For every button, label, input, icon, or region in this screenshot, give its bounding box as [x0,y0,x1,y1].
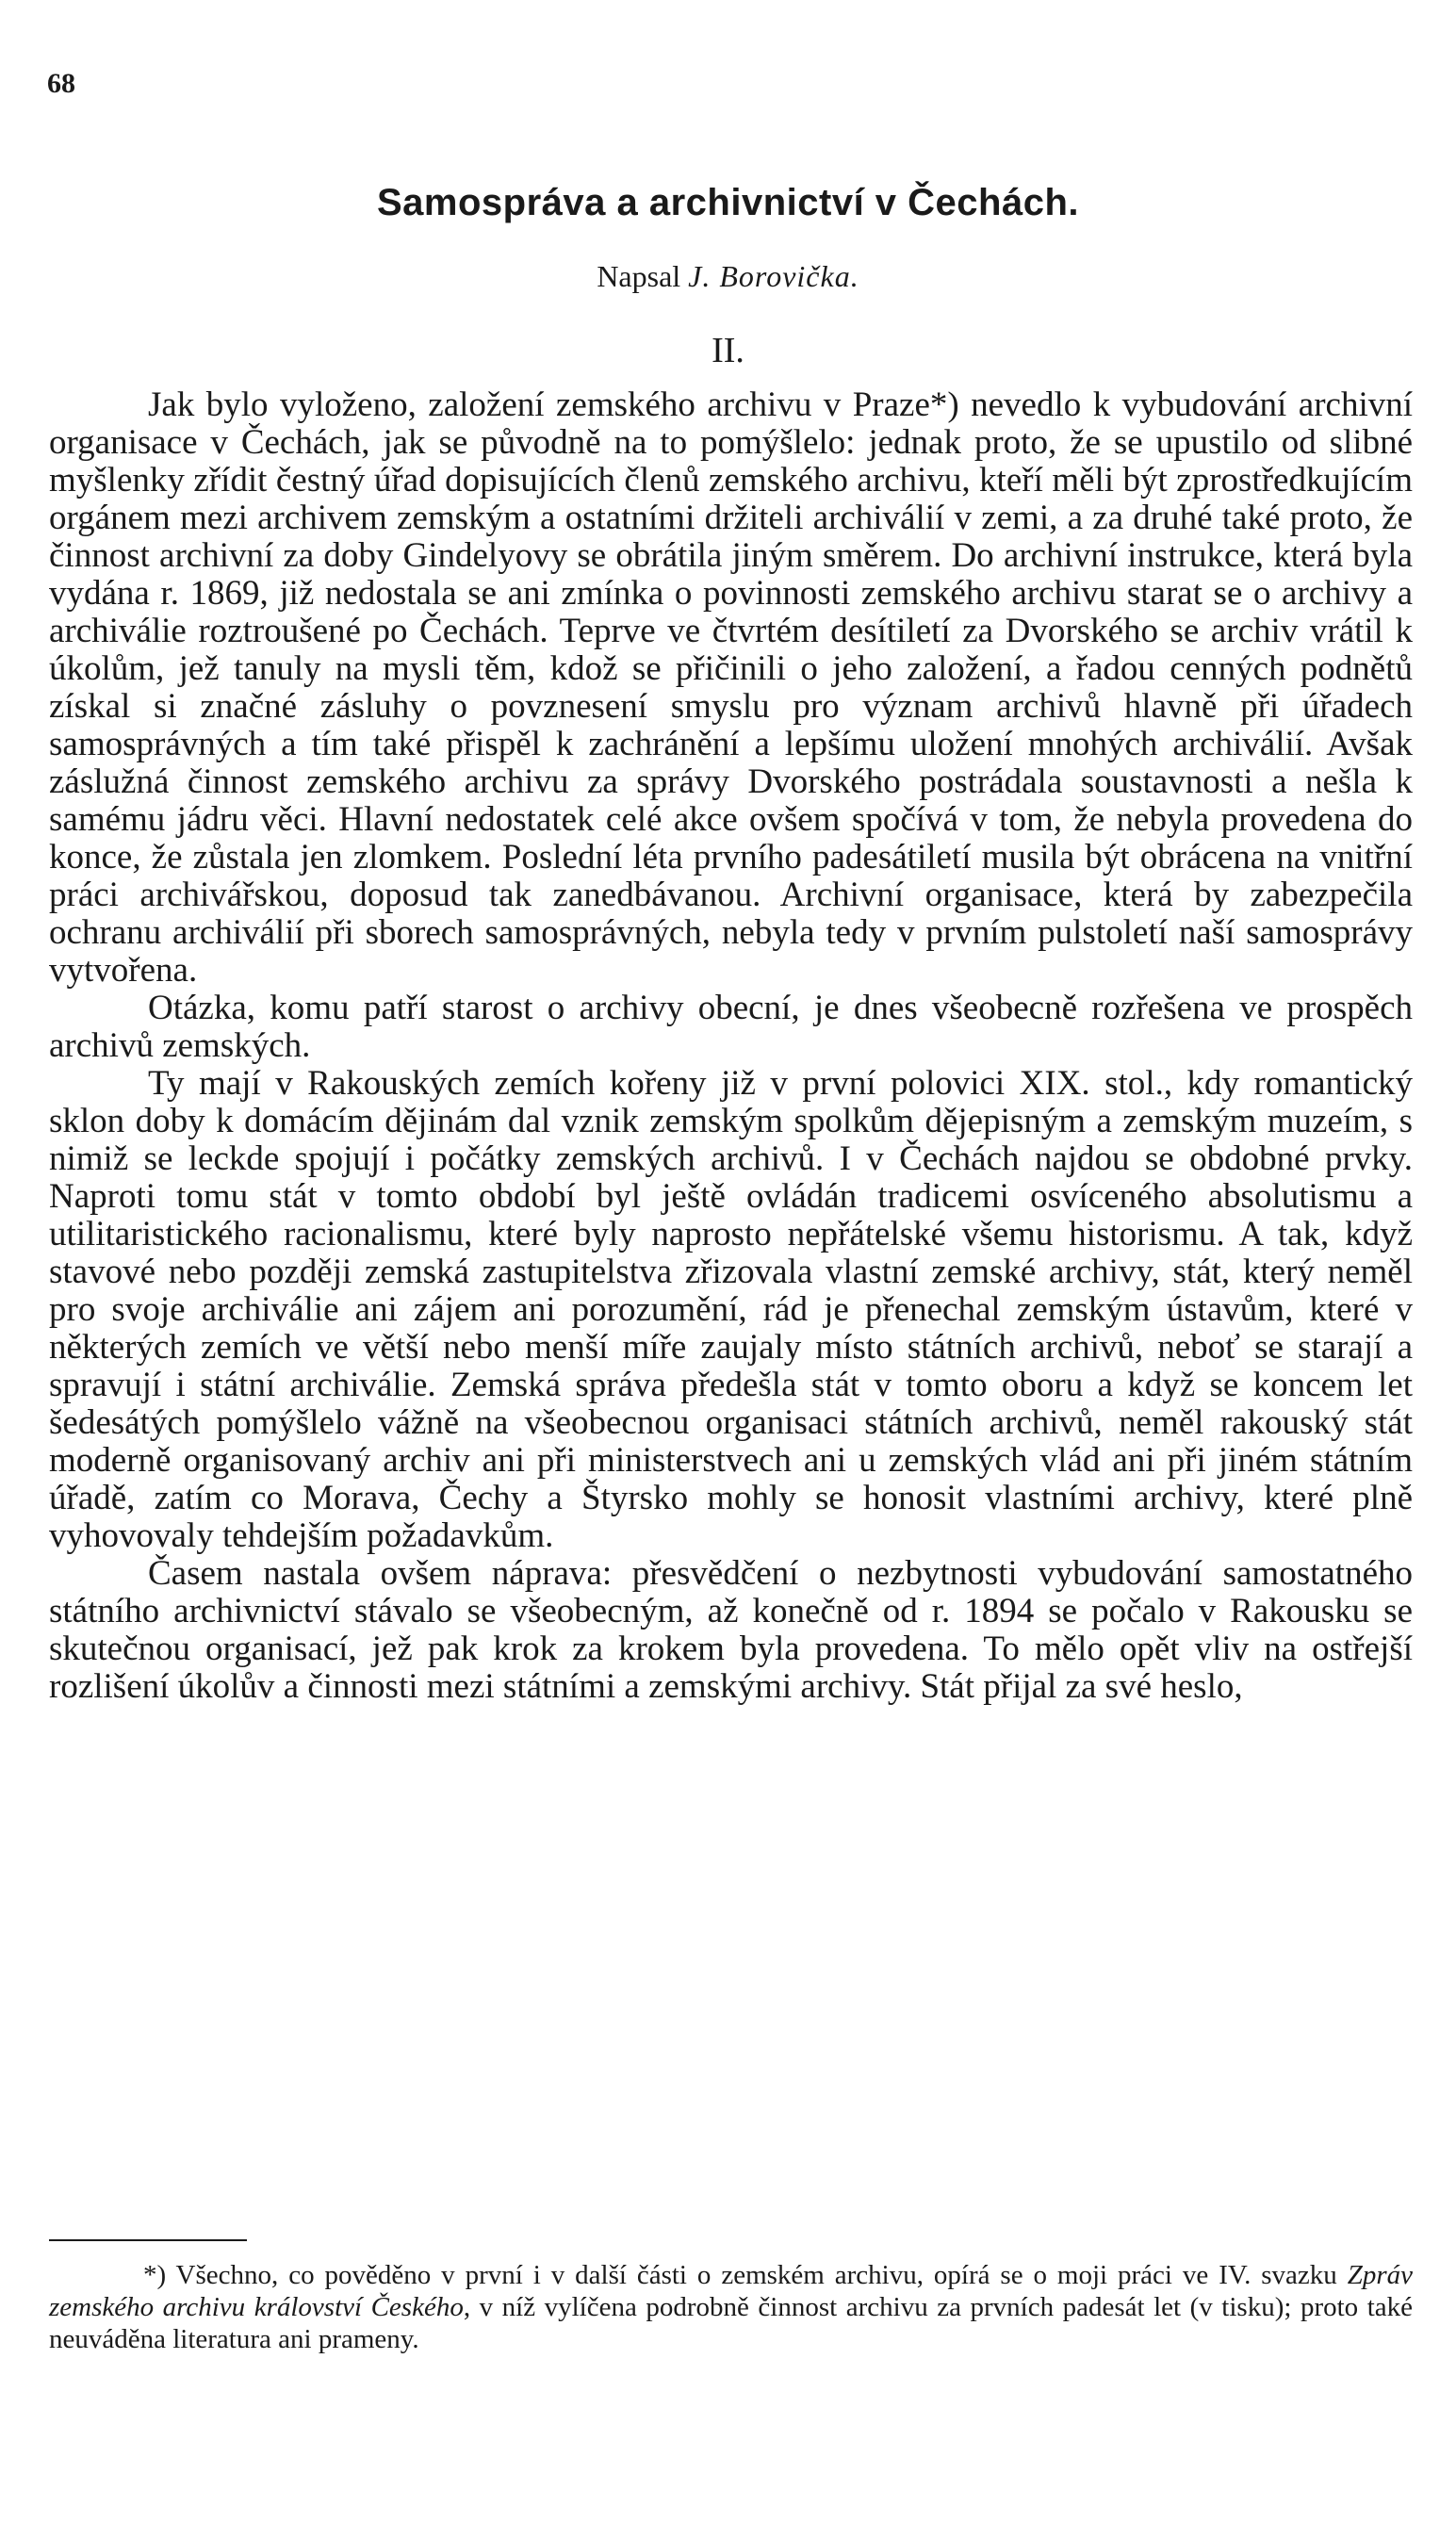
article-title: Samospráva a archivnictví v Čechách. [376,182,1080,223]
byline-prefix: Napsal [597,259,681,293]
footnote [49,2259,1413,2355]
footnote-divider [49,2239,247,2241]
byline [0,259,1456,294]
article-body [49,386,1413,1706]
page-number: 68 [47,68,75,99]
footnote-italic-title: Zpráv zemského archivu království Českého [49,2260,1414,2322]
author-name: J. Borovička. [688,259,859,293]
section-number: II. [712,331,744,370]
paragraph: Jak bylo vyloženo, založení zemského archivu v Praze*) nevedlo k vybudování archivní organisace v Čechách, jak se původně na to pomýšlelo: jednak proto, že se upustilo od slibné myšlenky zřídit čestný úřad dopisujících členů zemského archivu, kteří měli být zprostředkujícím orgánem mezi archivem zemským a ostatními držiteli archiválií v zemi, a za druhé také proto, že činnost archivní za doby Gindelyovy se obrátila jiným směrem. Do archivní instrukce, která byla vydána r. 1869, již nedostala se ani zmínka o povinnosti zemského archivu starat se o archivy a archiválie roztroušené po Čechách. Teprve ve čtvrtém desítiletí za Dvorského se archiv vrátil k úkolům, jež tanuly na mysli těm, kdož se přičinili o jeho založení, a řadou cenných podnětů získal si značné zásluhy o povznesení smyslu pro význam archivů hlavně při úřadech samosprávných a tím také přispěl k zachránění a lepšímu uložení mnohých archiválií. Avšak záslužná činnost zemského archivu za správy Dvorského postrádala soustavnosti a nešla k samému jádru věci. Hlavní nedostatek celé akce ovšem spočívá v tom, že nebyla provedena do konce, že zůstala jen zlomkem. Poslední léta prvního padesátiletí musila být obrácena na vnitřní práci archivářskou, doposud tak zanedbávanou. Archivní organisace, která by zabezpečila ochranu archiválií při sborech samosprávných, nebyla tedy v prvním pulstoletí naší samosprávy vytvořena. [49,385,1413,990]
footnote-text [49,2259,1413,2355]
paragraph: Ty mají v Rakouských zemích kořeny již v první polovici XIX. stol., kdy romantický sklon doby k domácím dějinám dal vznik zemským spolkům dějepisným a zemským muzeím, s nimiž se leckde spojují i počátky zemských archivů. I v Čechách najdou se obdobné prvky. Naproti tomu stát v tomto období byl ještě ovládán tradicemi osvíceného absolutismu a utilitaristického racionalismu, které byly naprosto nepřátelské všemu historismu. A tak, když stavové nebo později zemská zastupitelstva zřizovala vlastní zemské archivy, stát, který neměl pro svoje archiválie ani zájem ani porozumění, rád je přenechal zemským ústavům, které v některých zemích ve větší nebo menší míře zaujaly místo státních archivů, neboť se starají a spravují i státní archiválie. Zemská správa předešla stát v tomto oboru a když se koncem let šedesátých pomýšlelo vážně na všeobecnou organisaci státních archivů, neměl rakouský stát moderně organisovaný archiv ani při ministerstvech ani u zemských vlád ani při jiném státním úřadě, zatím co Morava, Čechy a Štyrsko mohly se honosit vlastními archivy, které plně vyhovovaly tehdejším požadavkům. [49,1064,1413,1555]
footnote-part-1: *) Všechno, co pověděno v první i v další části o zemském archivu, opírá se o moji práci ve IV. svazku [143,2260,1337,2290]
paragraph: Otázka, komu patří starost o archivy obecní, je dnes všeobecně rozřešena ve prospěch archivů zemských. [49,989,1413,1065]
paragraph: Časem nastala ovšem náprava: přesvědčení o nezbytnosti vybudování samostatného státního archivnictví stávalo se všeobecným, až konečně od r. 1894 se počalo v Rakousku se skutečnou organisací, jež pak krok za krokem byla provedena. To mělo opět vliv na ostřejší rozlišení úkolův a činnosti mezi státními a zemskými archivy. Stát přijal za své heslo, [49,1554,1413,1706]
footnote-part-2: , v níž vylíčena podrobně činnost archivu za prvních padesát let (v tisku); proto také neuváděna literatura ani prameny. [49,2292,1413,2354]
